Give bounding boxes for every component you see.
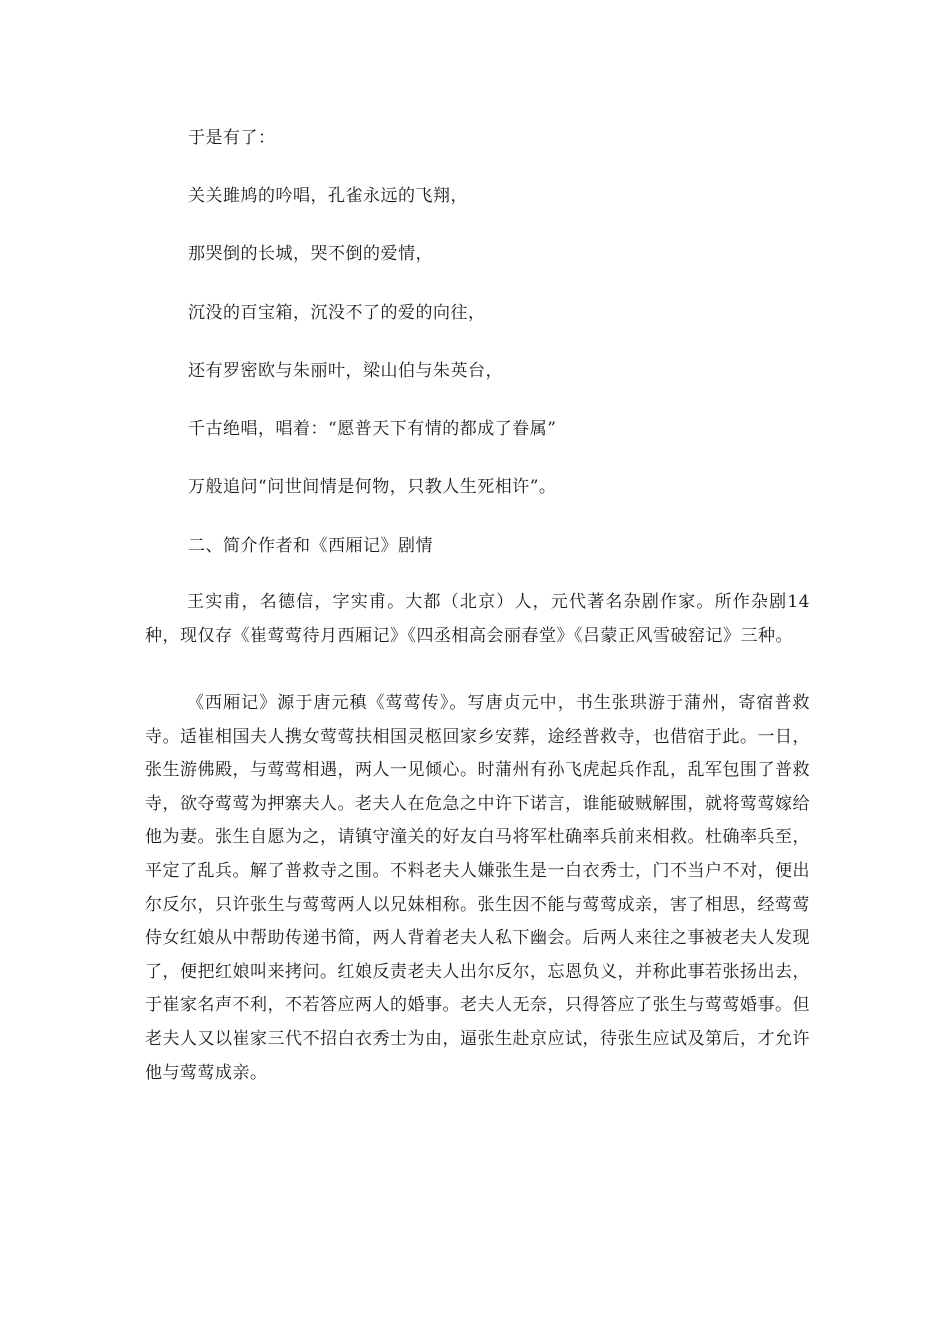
- poem-line: 千古绝唱，唱着：“愿普天下有情的都成了眷属”: [188, 419, 557, 439]
- poem-line: 还有罗密欧与朱丽叶，梁山伯与朱英台，: [188, 361, 503, 381]
- poem-line: 沉没的百宝箱，沉没不了的爱的向往，: [188, 303, 486, 323]
- plot-paragraph: 《西厢记》源于唐元稹《莺莺传》。写唐贞元中，书生张珙游于蒲州，寄宿普救寺。适崔相国夫人携女莺莺扶相国灵柩回家乡安葬，途经普救寺，也借宿于此。一日，张生游佛殿，与莺莺相遇，两人一见倾心。时蒲州有孙飞虎起兵作乱，乱军包围了普救寺，欲夺莺莺为押寨夫人。老夫人在危急之中许下诺言，谁能破贼解围，就将莺莺嫁给他为妻。张生自愿为之，请镇守潼关的好友白马将军杜确率兵前来相救。杜确率兵至，平定了乱兵。解了普救寺之围。不料老夫人嫌张生是一白衣秀士，门不当户不对，便出尔反尔，只许张生与莺莺两人以兄妹相称。张生因不能与莺莺成亲，害了相思，经莺莺侍女红娘从中帮助传递书简，两人背着老夫人私下幽会。后两人来往之事被老夫人发现了，便把红娘叫来拷问。红娘反责老夫人出尔反尔，忘恩负义，并称此事若张扬出去，于崔家名声不利，不若答应两人的婚事。老夫人无奈，只得答应了张生与莺莺婚事。但老夫人又以崔家三代不招白衣秀士为由，逼张生赴京应试，待张生应试及第后，才允许他与莺莺成亲。: [145, 693, 810, 1083]
- poem-line: 万般追问“问世间情是何物，只教人生死相许”。: [188, 477, 557, 497]
- text-line: 于是有了：: [188, 128, 276, 148]
- section-heading: 二、简介作者和《西厢记》剧情: [188, 536, 433, 556]
- poem-line: 那哭倒的长城，哭不倒的爱情，: [188, 244, 433, 264]
- author-paragraph: 王实甫，名德信，字实甫。大都（北京）人，元代著名杂剧作家。所作杂剧14种，现仅存《崔莺莺待月西厢记》《四丞相高会丽春堂》《吕蒙正风雪破窑记》三种。: [145, 592, 810, 646]
- poem-line: 关关雎鸠的吟唱，孔雀永远的飞翔，: [188, 186, 468, 206]
